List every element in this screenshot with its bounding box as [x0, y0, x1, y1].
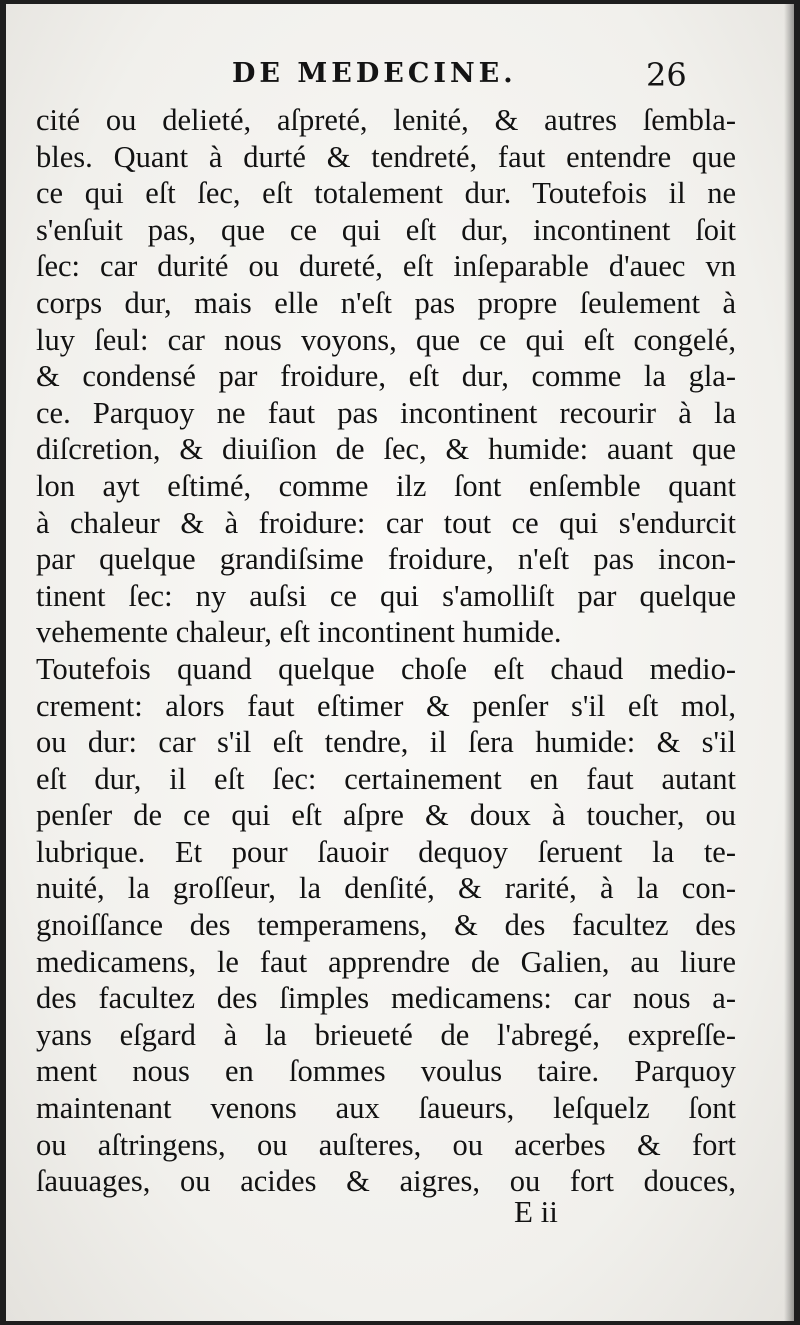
text-line-14: tinent ſec: ny auſsi ce qui s'amolliſt par quelque: [36, 578, 736, 613]
text-line-7: luy ſeul: car nous voyons, que ce qui eſt congelé,: [36, 322, 736, 357]
text-line-11: lon ayt eſtimé, comme ilz ſont enſemble quant: [36, 468, 736, 503]
text-line-20: penſer de ce qui eſt aſpre & doux à toucher, ou: [36, 798, 736, 833]
text-line-5: ſec: car durité ou dureté, eſt inſeparable d'auec vn: [36, 249, 736, 284]
text-line-28: maintenant venons aux ſaueurs, leſquelz ſont: [36, 1091, 736, 1126]
running-title: DE MEDECINE.: [232, 58, 517, 89]
text-line-24: medicamens, le faut apprendre de Galien, au liure: [36, 944, 736, 979]
text-line-2: bles. Quant à durté & tendreté, faut entendre que: [36, 139, 736, 174]
text-line-23: gnoiſſance des temperamens, & des facultez des: [36, 908, 736, 943]
text-line-25: des facultez des ſimples medicamens: car nous a-: [36, 981, 736, 1016]
text-line-21: lubrique. Et pour ſauoir dequoy ſeruent la te-: [36, 834, 736, 869]
text-line-4: s'enſuit pas, que ce qui eſt dur, incontinent ſoit: [36, 212, 736, 247]
book-page: [6, 4, 794, 1321]
text-line-1: cité ou delieté, aſpreté, lenité, & autres ſembla-: [36, 103, 736, 137]
text-line-27: ment nous en ſommes voulus taire. Parquoy: [36, 1054, 736, 1089]
signature-mark: E ii: [514, 1194, 558, 1229]
text-line-3: ce qui eſt ſec, eſt totalement dur. Toutefois il ne: [36, 176, 736, 211]
text-line-15: vehemente chaleur, eſt incontinent humide.: [36, 615, 562, 650]
body-text: [36, 102, 736, 1200]
page-number: 26: [646, 56, 687, 94]
text-line-17: crement: alors faut eſtimer & penſer s'il eſt mol,: [36, 688, 736, 723]
text-line-30: ſauuages, ou acides & aigres, ou fort douces,: [36, 1164, 736, 1199]
text-line-12: à chaleur & à froidure: car tout ce qui s'endurcit: [36, 505, 736, 540]
text-line-16: Toutefois quand quelque choſe eſt chaud medio-: [36, 651, 736, 686]
text-line-8: & condensé par froidure, eſt dur, comme la gla-: [36, 359, 736, 394]
text-line-13: par quelque grandiſsime froidure, n'eſt pas incon-: [36, 542, 736, 577]
text-line-18: ou dur: car s'il eſt tendre, il ſera humide: & s'il: [36, 725, 736, 760]
text-line-19: eſt dur, il eſt ſec: certainement en faut autant: [36, 761, 736, 796]
running-head: [6, 56, 794, 96]
text-line-10: diſcretion, & diuiſion de ſec, & humide: auant que: [36, 432, 736, 467]
text-line-29: ou aſtringens, ou auſteres, ou acerbes & fort: [36, 1127, 736, 1162]
text-line-26: yans eſgard à la brieueté de l'abregé, expreſſe-: [36, 1017, 736, 1052]
text-line-6: corps dur, mais elle n'eſt pas propre ſeulement à: [36, 285, 736, 320]
page-gutter-shadow: [784, 4, 794, 1321]
text-line-22: nuité, la groſſeur, la denſité, & rarité, à la con-: [36, 871, 736, 906]
text-line-9: ce. Parquoy ne faut pas incontinent recourir à la: [36, 395, 736, 430]
